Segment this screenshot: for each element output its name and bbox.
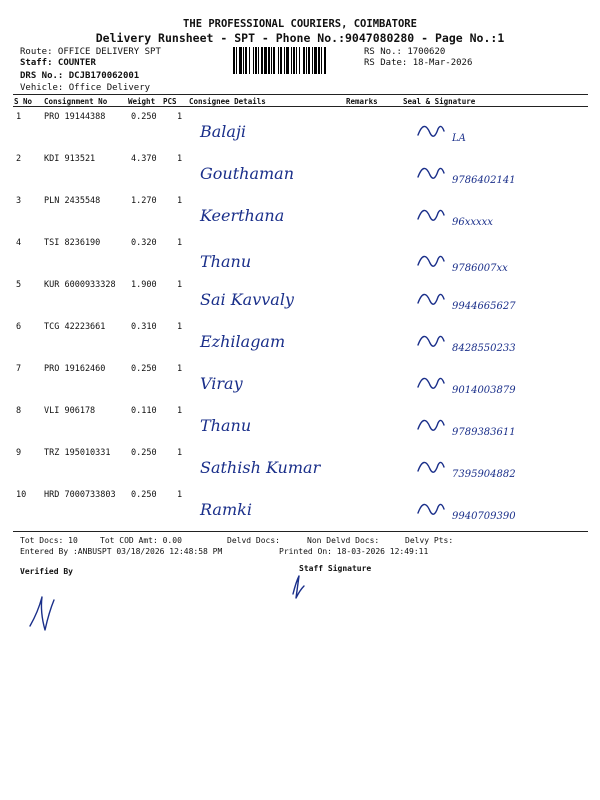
row-sno: 4: [16, 238, 22, 248]
table-row: [0, 194, 600, 234]
barcode-bar: [312, 47, 313, 74]
col-weight: Weight: [128, 97, 156, 106]
seal-handwritten-phone: 9786007xx: [452, 263, 508, 274]
barcode-bar: [255, 47, 257, 74]
consignee-handwritten-name: Ramki: [200, 500, 252, 519]
row-weight: 0.110: [131, 406, 157, 416]
consignee-handwritten-name: Thanu: [200, 252, 252, 271]
barcode-bar: [236, 47, 237, 74]
table-row: [0, 488, 600, 528]
entered-by: Entered By :ANBUSPT 03/18/2026 12:48:58 PM: [20, 547, 223, 556]
tot-cod-amt: Tot COD Amt: 0.00: [100, 536, 182, 545]
non-delvd-docs: Non Delvd Docs:: [307, 536, 380, 545]
staff-label: Staff: COUNTER: [20, 58, 96, 68]
row-consignment-no: VLI 906178: [44, 406, 96, 416]
row-sno: 7: [16, 364, 22, 374]
barcode-image: [233, 47, 360, 74]
table-row: [0, 152, 600, 192]
seal-signature-scribble: [418, 294, 444, 304]
row-consignment-no: HRD 7000733803: [44, 490, 116, 500]
col-seal-signature: Seal & Signature: [403, 97, 476, 106]
vehicle-label: Vehicle: Office Delivery: [20, 83, 151, 93]
row-consignment-no: PRO 19144388: [44, 112, 106, 122]
barcode-bar: [284, 47, 285, 74]
seal-signature-scribble: [418, 462, 444, 472]
row-sno: 5: [16, 280, 22, 290]
barcode-bar: [249, 47, 250, 74]
consignee-handwritten-name: Balaji: [200, 122, 247, 141]
row-consignment-no: TSI 8236190: [44, 238, 101, 248]
barcode-bar: [261, 47, 263, 74]
barcode-bar: [299, 47, 300, 74]
seal-handwritten-phone: 9786402141: [452, 175, 516, 186]
table-row: [0, 236, 600, 276]
row-consignment-no: PRO 19162460: [44, 364, 106, 374]
row-consignment-no: TCG 42223661: [44, 322, 106, 332]
barcode-bar: [286, 47, 289, 74]
row-sno: 6: [16, 322, 22, 332]
barcode-bar: [239, 47, 242, 74]
company-title: THE PROFESSIONAL COURIERS, COIMBATORE: [183, 18, 417, 30]
runsheet-subtitle: Delivery Runsheet - SPT - Phone No.:9047080280 - Page No.:1: [95, 31, 505, 45]
row-weight: 1.900: [131, 280, 157, 290]
col-consignment: Consignment No: [44, 97, 108, 106]
table-row: [0, 320, 600, 360]
barcode-bar: [253, 47, 254, 74]
footer-signatures: [0, 570, 600, 640]
row-weight: 0.310: [131, 322, 157, 332]
barcode-bar: [293, 47, 295, 74]
seal-signature-scribble: [418, 256, 444, 266]
row-consignment-no: KUR 6000933328: [44, 280, 116, 290]
row-sno: 2: [16, 154, 22, 164]
seal-handwritten-phone: 96xxxxx: [452, 217, 493, 228]
barcode-bar: [245, 47, 247, 74]
row-weight: 0.250: [131, 364, 157, 374]
consignee-handwritten-name: Sai Kavvaly: [200, 290, 294, 309]
barcode-bar: [233, 47, 235, 74]
tot-docs: Tot Docs: 10: [20, 536, 78, 545]
consignee-handwritten-name: Sathish Kumar: [200, 458, 321, 477]
barcode-bar: [264, 47, 267, 74]
row-sno: 10: [16, 490, 27, 500]
seal-signature-scribble: [418, 504, 444, 514]
row-weight: 4.370: [131, 154, 157, 164]
verified-by-label: Verified By: [20, 567, 73, 576]
header-rule-top: [13, 94, 588, 95]
barcode-bar: [296, 47, 297, 74]
row-weight: 0.250: [131, 112, 157, 122]
barcode-bar: [306, 47, 307, 74]
row-pcs: 1: [177, 364, 183, 374]
row-weight: 0.320: [131, 238, 157, 248]
seal-handwritten-phone: LA: [452, 133, 466, 144]
seal-handwritten-phone: 9944665627: [452, 301, 516, 312]
table-row: [0, 362, 600, 402]
barcode-bar: [324, 47, 326, 74]
row-consignment-no: TRZ 195010331: [44, 448, 111, 458]
consignee-handwritten-name: Viray: [200, 374, 243, 393]
drs-number: DRS No.: DCJB170062001: [20, 71, 140, 81]
row-weight: 0.250: [131, 448, 157, 458]
row-sno: 8: [16, 406, 22, 416]
row-consignment-no: KDI 913521: [44, 154, 96, 164]
delvd-docs: Delvd Docs:: [227, 536, 280, 545]
consignee-handwritten-name: Keerthana: [200, 206, 285, 225]
consignee-handwritten-name: Gouthaman: [200, 164, 295, 183]
row-pcs: 1: [177, 322, 183, 332]
seal-handwritten-phone: 7395904882: [452, 469, 516, 480]
col-pcs: PCS: [163, 97, 177, 106]
seal-signature-scribble: [418, 420, 444, 430]
row-weight: 1.270: [131, 196, 157, 206]
barcode-bar: [273, 47, 275, 74]
seal-handwritten-phone: 8428550233: [452, 343, 516, 354]
barcode-bar: [321, 47, 322, 74]
route-label: Route: OFFICE DELIVERY SPT: [20, 47, 161, 57]
col-sno: S No: [14, 97, 33, 106]
table-bottom-rule: [13, 531, 588, 532]
col-remarks: Remarks: [346, 97, 378, 106]
barcode-bar: [258, 47, 259, 74]
table-row: [0, 278, 600, 318]
seal-handwritten-phone: 9940709390: [452, 511, 516, 522]
barcode-bar: [318, 47, 320, 74]
barcode-bar: [314, 47, 317, 74]
barcode-bar: [243, 47, 244, 74]
consignee-handwritten-name: Thanu: [200, 416, 252, 435]
seal-signature-scribble: [418, 378, 444, 388]
seal-handwritten-phone: 9789383611: [452, 427, 516, 438]
row-pcs: 1: [177, 196, 183, 206]
row-sno: 9: [16, 448, 22, 458]
seal-signature-scribble: [418, 210, 444, 220]
seal-signature-scribble: [418, 168, 444, 178]
row-pcs: 1: [177, 112, 183, 122]
barcode-bar: [303, 47, 305, 74]
seal-handwritten-phone: 9014003879: [452, 385, 516, 396]
row-consignment-no: PLN 2435548: [44, 196, 101, 206]
barcode-bar: [271, 47, 272, 74]
seal-signature-scribble: [418, 336, 444, 346]
barcode-bar: [268, 47, 270, 74]
row-sno: 1: [16, 112, 22, 122]
table-row: [0, 446, 600, 486]
row-pcs: 1: [177, 280, 183, 290]
staff-signature-mark: [293, 576, 304, 598]
staff-signature-label: Staff Signature: [299, 564, 372, 573]
col-consignee: Consignee Details: [189, 97, 266, 106]
consignee-handwritten-name: Ezhilagam: [200, 332, 286, 351]
row-sno: 3: [16, 196, 22, 206]
row-pcs: 1: [177, 238, 183, 248]
delvy-pts: Delvy Pts:: [405, 536, 454, 545]
row-weight: 0.250: [131, 490, 157, 500]
verified-by-signature: [30, 597, 54, 630]
table-row: [0, 110, 600, 150]
table-row: [0, 404, 600, 444]
rs-number: RS No.: 1700620: [364, 47, 446, 57]
row-pcs: 1: [177, 154, 183, 164]
row-pcs: 1: [177, 406, 183, 416]
printed-on: Printed On: 18-03-2026 12:49:11: [279, 547, 429, 556]
row-pcs: 1: [177, 448, 183, 458]
barcode-bar: [278, 47, 279, 74]
seal-signature-scribble: [418, 126, 444, 136]
barcode-bar: [280, 47, 282, 74]
header-rule-bottom: [13, 106, 588, 107]
row-pcs: 1: [177, 490, 183, 500]
barcode-bar: [308, 47, 310, 74]
rs-date: RS Date: 18-Mar-2026: [364, 58, 473, 68]
barcode-bar: [291, 47, 292, 74]
